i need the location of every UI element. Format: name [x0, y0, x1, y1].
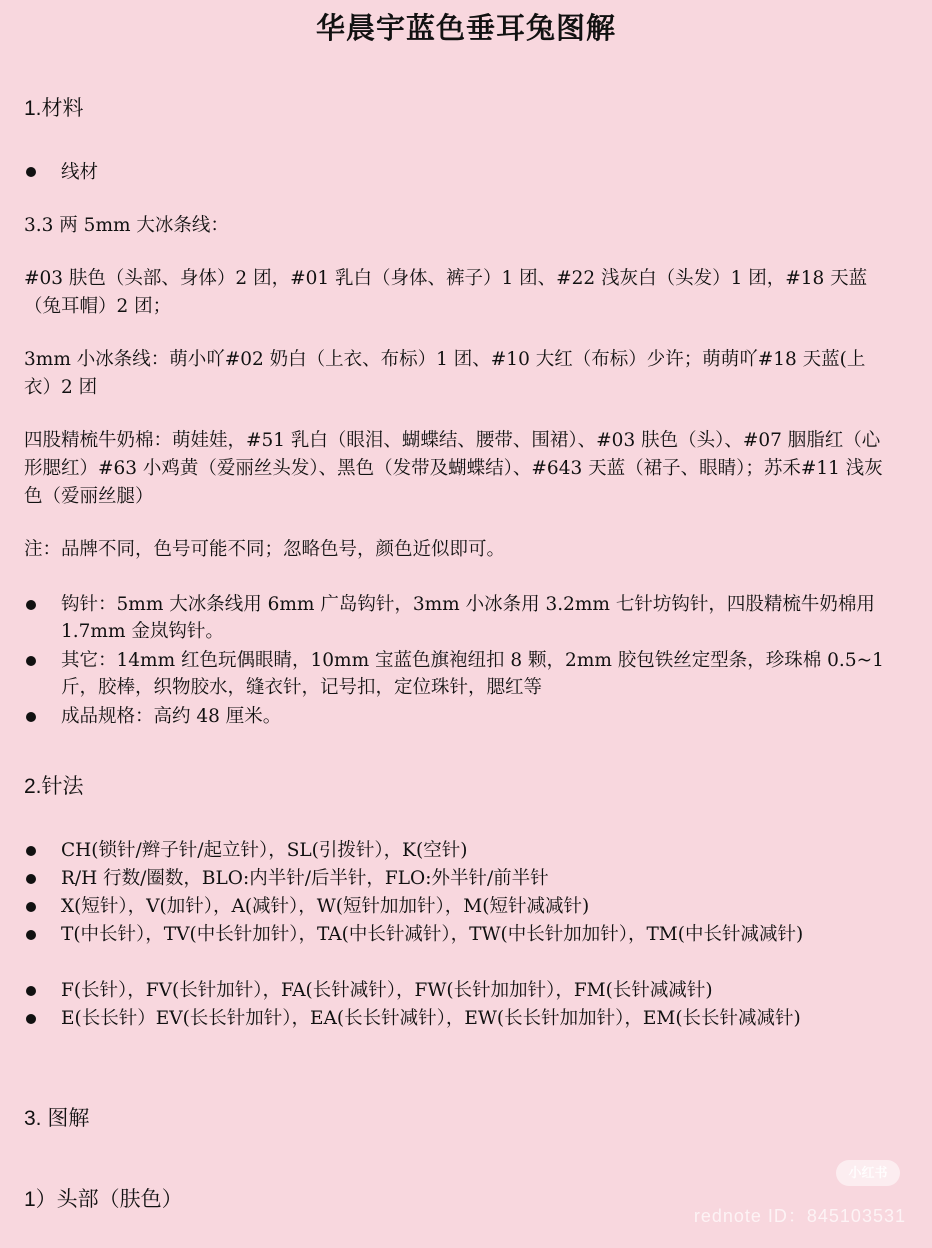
- bullet-icon: [26, 930, 36, 940]
- brand-note: 注：品牌不同，色号可能不同；忽略色号，颜色近似即可。: [24, 539, 506, 560]
- bullet-icon: [26, 656, 36, 666]
- bullet-icon: [26, 902, 36, 912]
- list-item-stitch: [24, 1005, 884, 1032]
- subsection-heading-head: 1）头部（肤色）: [24, 1188, 183, 1211]
- list-item-stitch: [24, 893, 884, 920]
- list-item-stitch: [24, 921, 884, 948]
- yarn-intro: 3.3 两 5mm 大冰条线：: [24, 215, 229, 236]
- yarn-line-2: 3mm 小冰条线：萌小吖#02 奶白（上衣、布标）1 团、#10 大红（布标）少许；萌萌吖#18 天蓝(上衣）2 团: [24, 349, 866, 398]
- list-item-stitch: [24, 837, 884, 864]
- list-item-text: R/H 行数/圈数，BLO:内半针/后半针，FLO:外半针/前半针: [61, 868, 549, 889]
- list-item-hook: [24, 591, 884, 645]
- list-item-text: 其它：14mm 红色玩偶眼睛，10mm 宝蓝色旗袍纽扣 8 颗，2mm 胶包铁丝定型条，珍珠棉 0.5~1 斤，胶棒，织物胶水，缝衣针，记号扣，定位珠针，腮红等: [61, 650, 884, 698]
- bullet-icon: [26, 986, 36, 996]
- list-item-text: T(中长针），TV(中长针加针），TA(中长针减针），TW(中长针加加针），TM(中长针减减针): [61, 924, 804, 945]
- list-item-size: [24, 703, 884, 730]
- list-item-text: CH(锁针/辫子针/起立针），SL(引拨针），K(空针): [61, 840, 468, 861]
- list-item-text: 成品规格：高约 48 厘米。: [61, 706, 282, 727]
- section-heading-diagram: 3. 图解: [24, 1107, 90, 1130]
- section-heading-materials: 1.材料: [24, 97, 84, 120]
- list-item-text: X(短针），V(加针），A(减针），W(短针加加针），M(短针减减针): [61, 896, 590, 917]
- bullet-icon: [26, 874, 36, 884]
- list-item-text: 钩针：5mm 大冰条线用 6mm 广岛钩针，3mm 小冰条用 3.2mm 七针坊钩针，四股精梳牛奶棉用 1.7mm 金岚钩针。: [61, 594, 875, 642]
- list-item-text: F(长针），FV(长针加针），FA(长针减针），FW(长针加加针），FM(长针减减针): [61, 980, 713, 1001]
- list-item-text: 线材: [61, 161, 99, 182]
- document-title: 华晨宇蓝色垂耳兔图解: [315, 13, 616, 45]
- bullet-icon: [26, 846, 36, 856]
- list-item-stitch: [24, 977, 884, 1004]
- list-item-yarn: [24, 158, 884, 185]
- bullet-icon: [26, 712, 36, 722]
- section-heading-stitches: 2.针法: [24, 775, 84, 798]
- yarn-line-1: #03 肤色（头部、身体）2 团，#01 乳白（身体、裤子）1 团、#22 浅灰白（头发）1 团，#18 天蓝（兔耳帽）2 团；: [24, 268, 868, 317]
- yarn-line-3: 四股精梳牛奶棉：萌娃娃，#51 乳白（眼泪、蝴蝶结、腰带、围裙）、#03 肤色（头）、#07 胭脂红（心形腮红）#63 小鸡黄（爱丽丝头发）、黑色（发带及蝴蝶结）、#643 天蓝（裙子、眼睛）；苏禾#11 浅灰色（爱丽丝腿）: [24, 430, 883, 507]
- watermark-id: rednote ID：845103531: [693, 1206, 906, 1226]
- watermark-logo: 小红书: [836, 1160, 900, 1186]
- list-item-stitch: [24, 865, 884, 892]
- list-item-text: E(长长针）EV(长长针加针），EA(长长针减针），EW(长长针加加针），EM(长长针减减针): [61, 1008, 801, 1029]
- bullet-icon: [26, 1014, 36, 1024]
- bullet-icon: [26, 167, 36, 177]
- bullet-icon: [26, 600, 36, 610]
- list-item-other: [24, 647, 884, 701]
